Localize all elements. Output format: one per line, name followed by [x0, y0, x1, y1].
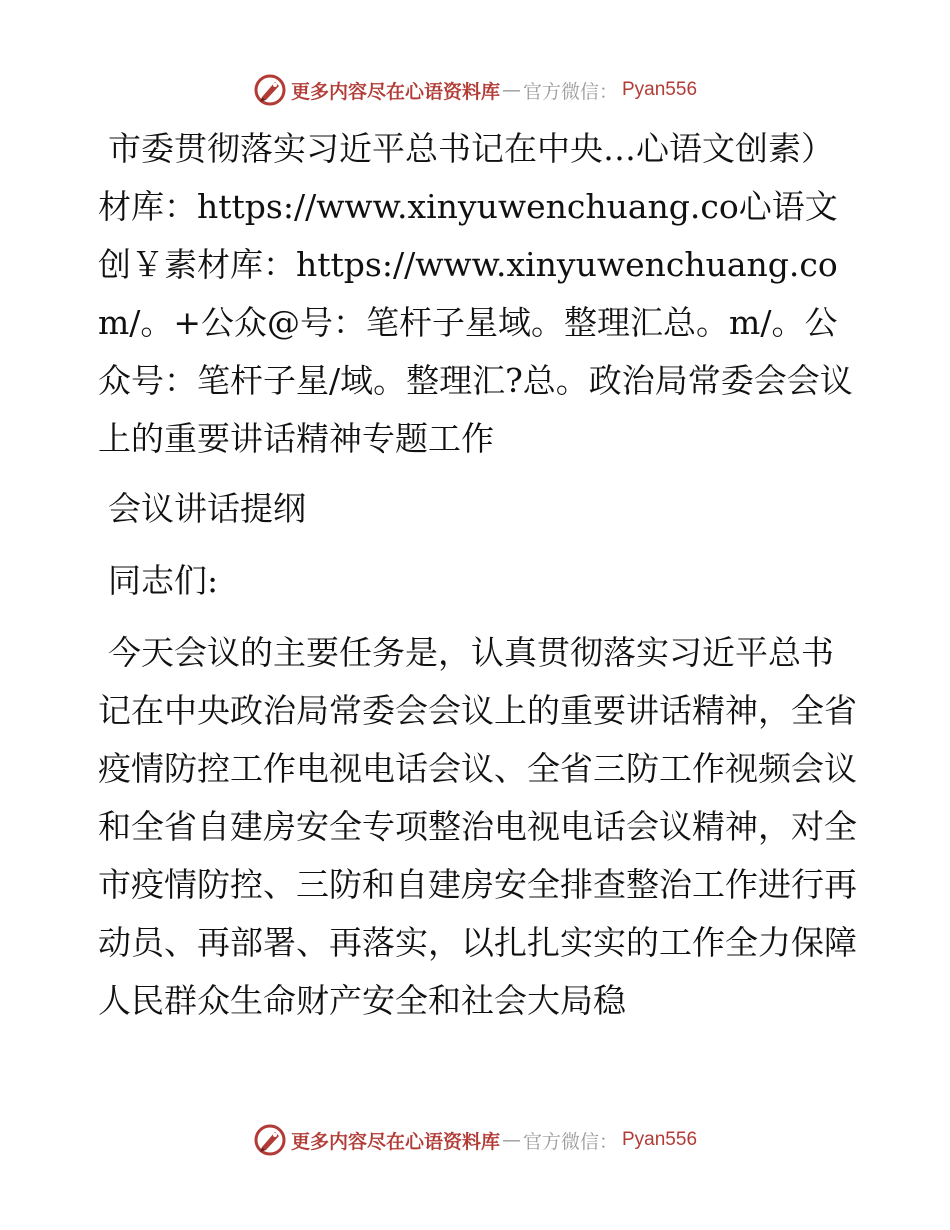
banner-separator: —	[501, 79, 521, 101]
document-body	[98, 120, 858, 1030]
intro-paragraph: 市委贯彻落实习近平总书记在中央…心语文创素）材库：https://www.xinyuwenchuang.co心语文创￥素材库：https://www.xinyuwenchuang.com/。+公众@号：笔杆子星域。整理汇总。m/。公众号：笔杆子星/域。整理汇?总。政治局常委会会议上的重要讲话精神专题工作	[98, 129, 853, 458]
pen-logo-icon	[253, 73, 287, 107]
banner-wechat-id: Pyan556	[622, 79, 698, 100]
banner-title: 更多内容尽在心语资料库	[290, 1130, 500, 1153]
banner-wechat-label: 官方微信：	[522, 1130, 618, 1153]
header-banner	[0, 70, 950, 110]
body-paragraph: 今天会议的主要任务是，认真贯彻落实习近平总书记在中央政治局常委会会议上的重要讲话精神，全省疫情防控工作电视电话会议、全省三防工作视频会议和全省自建房安全专项整治电视电话会议精神，对全市疫情防控、三防和自建房安全排查整治工作进行再动员、再部署、再落实，以扎扎实实的工作全力保障人民群众生命财产安全和社会大局稳	[98, 633, 857, 1020]
banner-wechat-id: Pyan556	[622, 1129, 698, 1150]
section-heading: 会议讲话提纲	[108, 489, 306, 528]
footer-banner	[0, 1120, 950, 1160]
banner-title: 更多内容尽在心语资料库	[290, 80, 500, 103]
greeting-line: 同志们:	[108, 561, 219, 600]
banner-separator: —	[501, 1129, 521, 1151]
pen-logo-icon	[253, 1123, 287, 1157]
banner-wechat-label: 官方微信：	[522, 80, 618, 103]
